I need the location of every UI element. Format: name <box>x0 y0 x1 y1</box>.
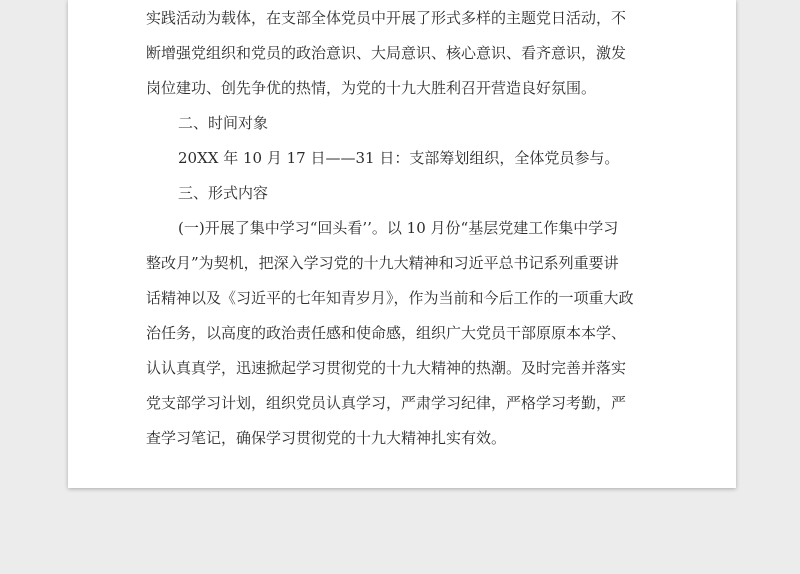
paragraph-line: 岗位建功、创先争优的热情，为党的十九大胜利召开营造良好氛围。 <box>146 79 597 97</box>
paragraph-line: 断增强党组织和党员的政治意识、大局意识、核心意识、看齐意识，激发 <box>146 44 627 62</box>
section-heading: 三、形式内容 <box>178 184 269 202</box>
paragraph-line: 查学习笔记，确保学习贯彻党的十九大精神扎实有效。 <box>146 429 507 447</box>
paragraph-line: 党支部学习计划，组织党员认真学习，严肃学习纪律，严格学习考勤，严 <box>146 394 627 412</box>
paragraph-line: 认认真真学，迅速掀起学习贯彻党的十九大精神的热潮。及时完善并落实 <box>146 359 627 377</box>
paragraph-line: (一)开展了集中学习“回头看’’。以 10 月份“基层党建工作集中学习 <box>178 219 619 237</box>
paragraph-line: 20XX 年 10 月 17 日——31 日：支部筹划组织，全体党员参与。 <box>178 149 620 167</box>
paragraph-line: 治任务，以高度的政治责任感和使命感，组织广大党员干部原原本本学、 <box>146 324 627 342</box>
paragraph-line: 整改月”为契机，把深入学习党的十九大精神和习近平总书记系列重要讲 <box>146 254 619 272</box>
paragraph-line: 话精神以及《习近平的七年知青岁月》，作为当前和今后工作的一项重大政 <box>146 289 634 307</box>
section-heading: 二、时间对象 <box>178 114 269 132</box>
paragraph-line: 实践活动为载体，在支部全体党员中开展了形式多样的主题党日活动，不 <box>146 9 627 27</box>
document-page <box>68 0 736 488</box>
